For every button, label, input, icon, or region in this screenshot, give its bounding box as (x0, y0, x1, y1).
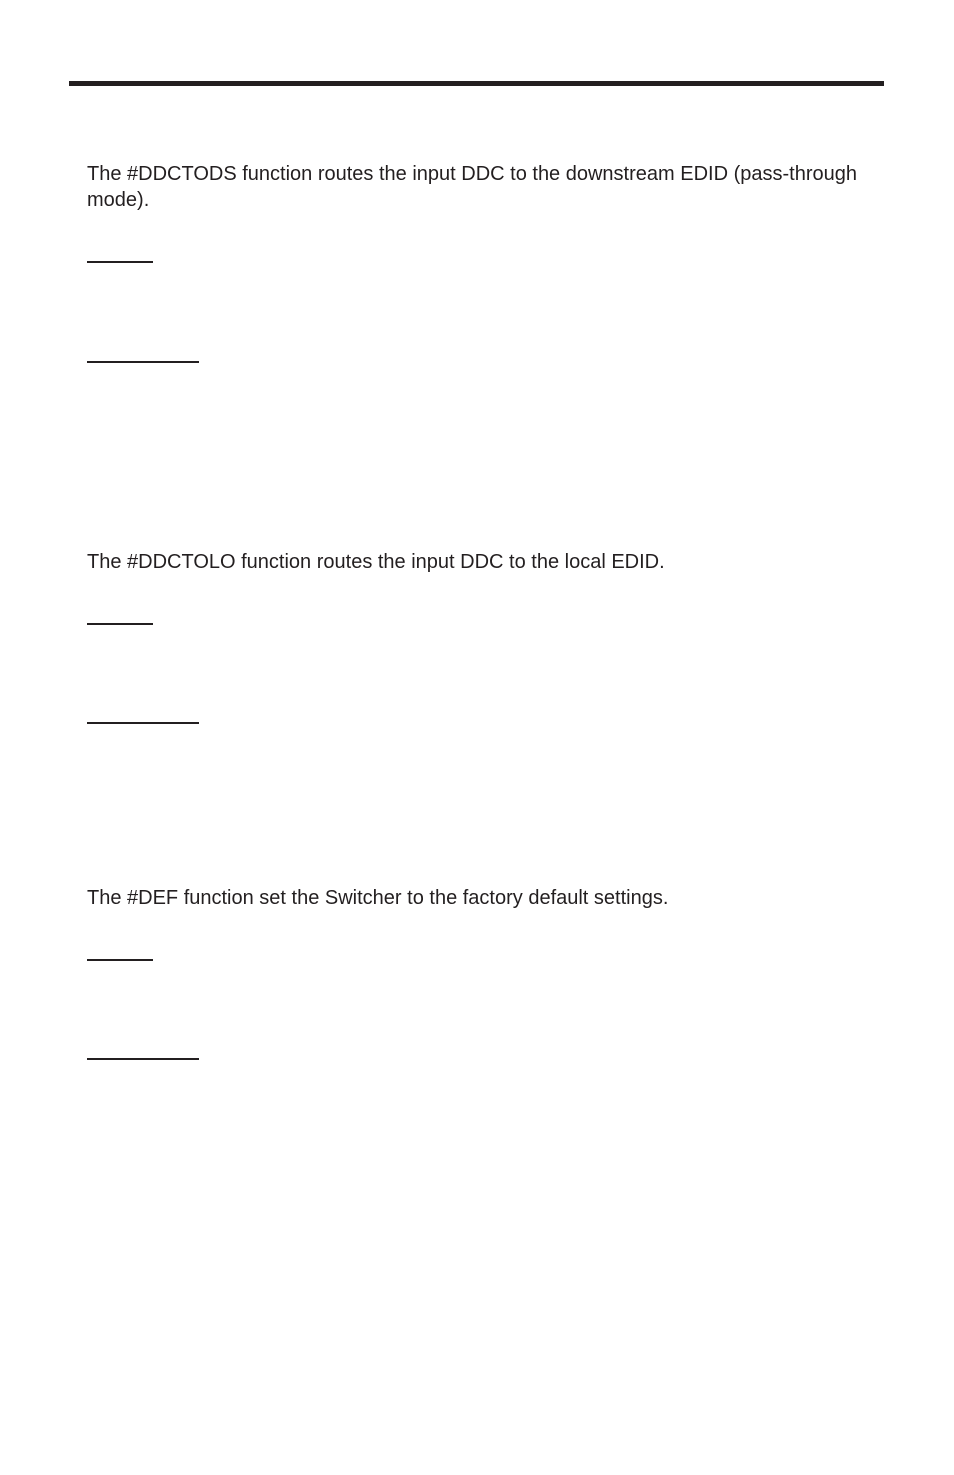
section-def-response-rule (87, 1058, 199, 1060)
section-ddctods-response-rule (87, 361, 199, 363)
section-ddctolo-syntax-rule (87, 623, 153, 625)
section-ddctods-description: The #DDCTODS function routes the input DDC to the downstream EDID (pass-through mode). (87, 163, 857, 211)
section-ddctolo-description: The #DDCTOLO function routes the input DDC to the local EDID. (87, 551, 665, 573)
header-rule (69, 81, 884, 86)
section-def-description: The #DEF function set the Switcher to the factory default settings. (87, 887, 669, 909)
section-def-syntax-rule (87, 959, 153, 961)
section-ddctolo-response-rule (87, 722, 199, 724)
section-ddctods-syntax-rule (87, 261, 153, 263)
